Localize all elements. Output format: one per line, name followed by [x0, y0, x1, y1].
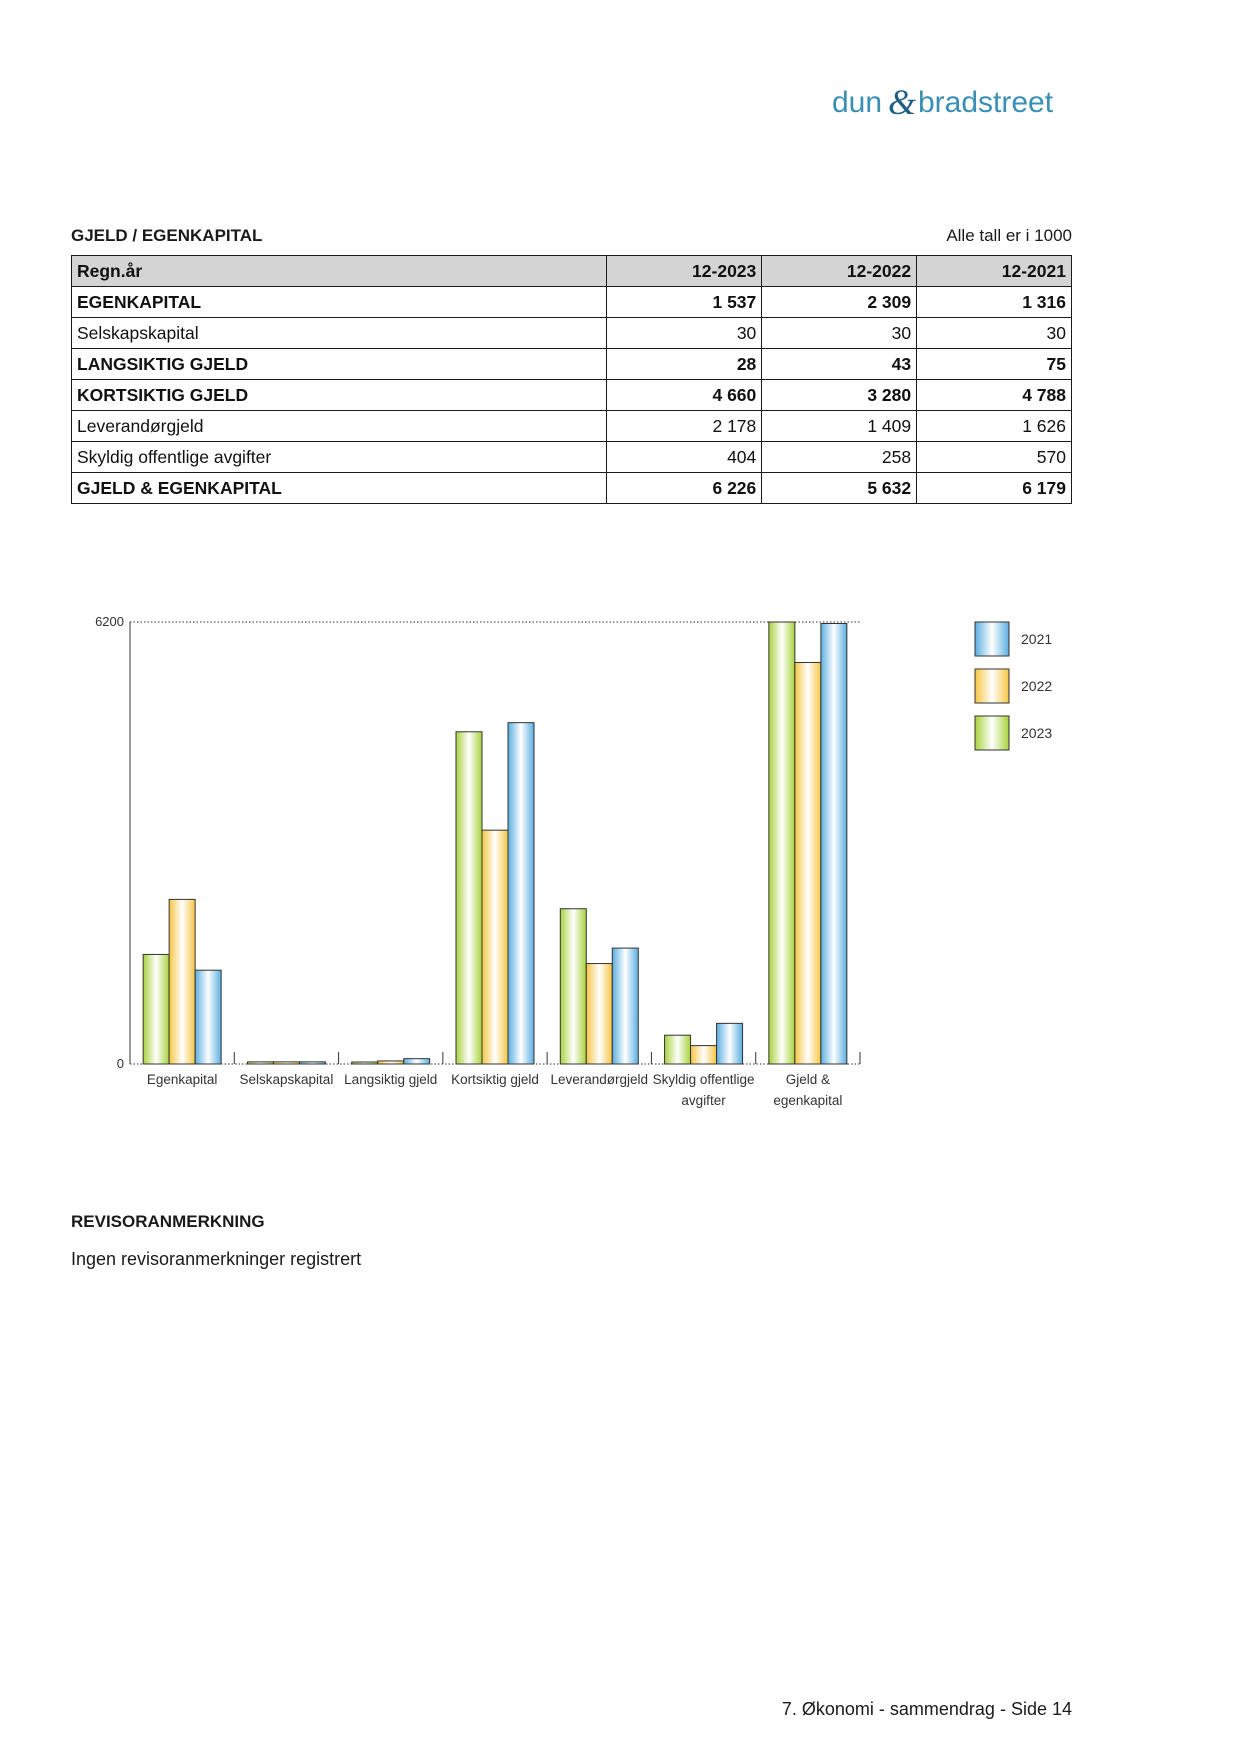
legend-swatch-2023 [975, 716, 1009, 750]
table-row [72, 287, 1072, 318]
x-tick-label: Gjeld & [785, 1072, 830, 1087]
header-year-2022: 12-2022 [762, 256, 917, 287]
cell-2021: 75 [917, 349, 1072, 380]
cell-2021: 30 [917, 318, 1072, 349]
x-tick-label: Egenkapital [146, 1072, 218, 1087]
bar-2021 [195, 970, 221, 1064]
y-tick-label: 0 [116, 1056, 124, 1071]
legend-swatch-2022 [975, 669, 1009, 703]
table-row [72, 380, 1072, 411]
bar-2023 [456, 732, 482, 1064]
cell-2022: 2 309 [762, 287, 917, 318]
legend-swatch-2021 [975, 622, 1009, 656]
x-tick-label: Kortsiktig gjeld [451, 1072, 539, 1087]
bar-2021 [612, 948, 638, 1064]
bar-2022 [169, 899, 195, 1064]
logo-text-right: bradstreet [918, 86, 1054, 119]
logo-text-left: dun [832, 86, 883, 119]
row-label: LANGSIKTIG GJELD [72, 349, 607, 380]
units-note: Alle tall er i 1000 [946, 226, 1072, 245]
cell-2023: 2 178 [607, 411, 762, 442]
bar-2022 [378, 1061, 404, 1064]
audit-text: Ingen revisoranmerkninger registrert [71, 1249, 362, 1269]
legend-label-2022: 2022 [1021, 678, 1053, 694]
cell-2022: 258 [762, 442, 917, 473]
row-label: Leverandørgjeld [72, 411, 607, 442]
table-row [72, 411, 1072, 442]
bar-2022 [586, 964, 612, 1064]
row-label: EGENKAPITAL [72, 287, 607, 318]
bar-2023 [665, 1035, 691, 1064]
bar-2021 [821, 623, 847, 1064]
cell-2021: 570 [917, 442, 1072, 473]
cell-2022: 5 632 [762, 473, 917, 504]
table-row [72, 473, 1072, 504]
cell-2022: 1 409 [762, 411, 917, 442]
legend-label-2023: 2023 [1021, 725, 1053, 741]
cell-2021: 1 626 [917, 411, 1072, 442]
cell-2021: 6 179 [917, 473, 1072, 504]
bar-2021 [717, 1023, 743, 1064]
cell-2021: 4 788 [917, 380, 1072, 411]
audit-title: REVISORANMERKNING [71, 1212, 265, 1231]
bar-2023 [560, 909, 586, 1064]
x-tick-label: Langsiktig gjeld [344, 1072, 438, 1087]
cell-2023: 28 [607, 349, 762, 380]
header-year-2023: 12-2023 [607, 256, 762, 287]
bar-2022 [691, 1046, 717, 1064]
table-row [72, 349, 1072, 380]
cell-2023: 4 660 [607, 380, 762, 411]
row-label: Selskapskapital [72, 318, 607, 349]
bar-2022 [482, 830, 508, 1064]
logo-ampersand: & [888, 82, 917, 122]
bar-2023 [769, 622, 795, 1064]
table-row [72, 318, 1072, 349]
table-row [72, 442, 1072, 473]
dun-bradstreet-logo [832, 82, 1072, 122]
bar-2021 [404, 1059, 430, 1064]
bar-chart-svg [60, 610, 1080, 1130]
x-tick-label: egenkapital [773, 1093, 843, 1108]
bar-2022 [273, 1062, 299, 1064]
bar-2023 [352, 1062, 378, 1064]
x-tick-label: Skyldig offentlige [652, 1072, 755, 1087]
y-tick-label: 6200 [95, 614, 124, 629]
cell-2022: 3 280 [762, 380, 917, 411]
x-tick-label: Selskapskapital [239, 1072, 334, 1087]
table-header-row [72, 256, 1072, 287]
row-label: Skyldig offentlige avgifter [72, 442, 607, 473]
page-footer: 7. Økonomi - sammendrag - Side 14 [781, 1699, 1072, 1719]
cell-2023: 1 537 [607, 287, 762, 318]
cell-2023: 30 [607, 318, 762, 349]
bar-2022 [795, 662, 821, 1064]
bar-2021 [508, 723, 534, 1064]
bar-2023 [143, 954, 169, 1064]
cell-2023: 6 226 [607, 473, 762, 504]
row-label: KORTSIKTIG GJELD [72, 380, 607, 411]
cell-2023: 404 [607, 442, 762, 473]
bar-chart [60, 610, 1080, 1130]
cell-2022: 43 [762, 349, 917, 380]
cell-2021: 1 316 [917, 287, 1072, 318]
header-year-2021: 12-2021 [917, 256, 1072, 287]
row-label: GJELD & EGENKAPITAL [72, 473, 607, 504]
balance-table [71, 255, 1072, 504]
bar-2023 [247, 1062, 273, 1064]
x-tick-label: Leverandørgjeld [550, 1072, 649, 1087]
x-tick-label: avgifter [681, 1093, 726, 1108]
cell-2022: 30 [762, 318, 917, 349]
legend-label-2021: 2021 [1021, 631, 1053, 647]
header-regnar: Regn.år [72, 256, 607, 287]
section-title: GJELD / EGENKAPITAL [71, 226, 263, 245]
bar-2021 [299, 1062, 325, 1064]
